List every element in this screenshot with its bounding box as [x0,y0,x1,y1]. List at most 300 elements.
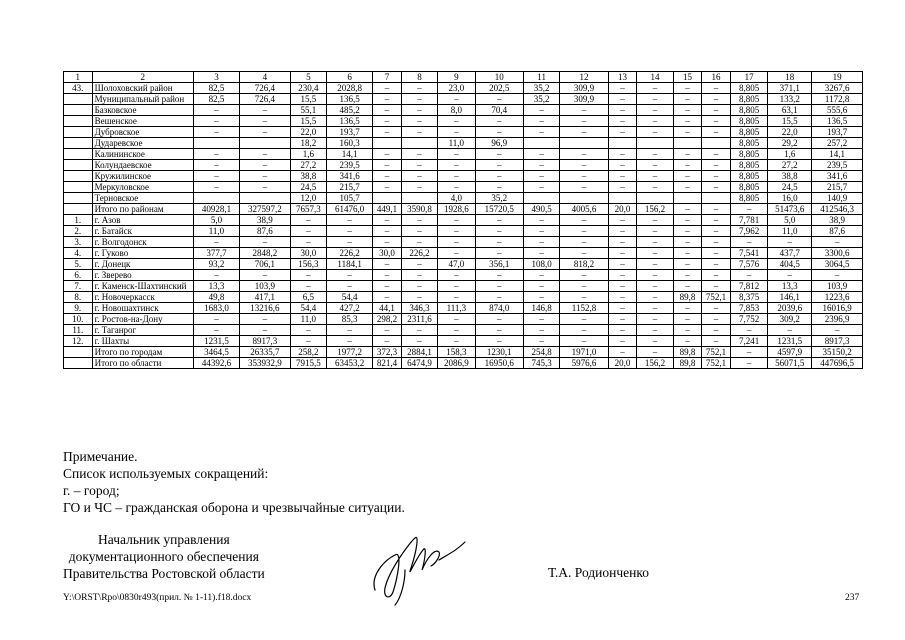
table-cell: 2086,9 [438,358,475,369]
table-cell: – [438,237,475,248]
table-cell: – [240,237,291,248]
table-cell: – [438,116,475,127]
table-cell: 51473,6 [768,204,812,215]
header-cell: 9 [438,72,475,83]
table-cell: – [730,347,767,358]
table-cell [64,347,93,358]
table-cell: 874,0 [475,303,523,314]
table-cell: 1977,2 [327,347,373,358]
row-name-cell: г. Новошахтинск [92,303,193,314]
table-cell: 24,5 [290,182,326,193]
table-cell: – [812,237,863,248]
table-cell: – [401,149,437,160]
table-cell: – [702,127,731,138]
header-cell: 16 [702,72,731,83]
table-cell: – [523,281,559,292]
table-cell: – [475,292,523,303]
table-cell: – [327,237,373,248]
table-cell: – [608,160,637,171]
row-name-cell: г. Батайск [92,226,193,237]
table-cell: 35,2 [523,94,559,105]
table-cell: – [373,94,402,105]
table-cell: – [327,270,373,281]
table-cell: – [560,281,608,292]
table-cell: – [560,325,608,336]
table-cell: – [475,94,523,105]
table-cell: 103,9 [240,281,291,292]
table-cell: 3. [64,237,93,248]
table-cell: 4. [64,248,93,259]
table-cell: 447696,5 [812,358,863,369]
table-cell: – [560,248,608,259]
table-cell: – [290,237,326,248]
table-cell: 1683,0 [193,303,239,314]
table-cell: 27,2 [290,160,326,171]
header-cell: 13 [608,72,637,83]
table-cell: 1184,1 [327,259,373,270]
table-cell: – [475,226,523,237]
table-cell: 15,5 [768,116,812,127]
table-cell: 1223,6 [812,292,863,303]
table-cell: – [373,105,402,116]
table-cell: 309,2 [768,314,812,325]
table-cell: – [608,215,637,226]
table-cell: 82,5 [193,83,239,94]
table-cell: 5976,6 [560,358,608,369]
table-cell: 8917,3 [240,336,291,347]
row-name-cell: Калининское [92,149,193,160]
table-cell: – [523,270,559,281]
table-cell: 44392,6 [193,358,239,369]
table-cell: – [702,270,731,281]
row-name-cell: г. Волгодонск [92,237,193,248]
table-cell: 353932,9 [240,358,291,369]
table-cell: – [702,116,731,127]
table-cell: – [240,325,291,336]
table-cell: 93,2 [193,259,239,270]
table-cell: 103,9 [812,281,863,292]
header-cell: 11 [523,72,559,83]
table-cell: 27,2 [768,160,812,171]
table-cell: 8,805 [730,149,767,160]
table-cell: – [401,127,437,138]
table-cell: 2396,9 [812,314,863,325]
table-cell: – [673,182,702,193]
table-cell: – [608,182,637,193]
table-cell [64,193,93,204]
table-cell: 202,5 [475,83,523,94]
table-cell: 1231,5 [768,336,812,347]
table-cell: – [768,325,812,336]
table-cell: 371,1 [768,83,812,94]
table-row [64,347,863,358]
table-cell: – [702,237,731,248]
table-cell [637,193,673,204]
table-cell: – [240,105,291,116]
table-cell: 136,5 [812,116,863,127]
table-cell: – [673,270,702,281]
header-cell: 17 [730,72,767,83]
table-cell: 22,0 [290,127,326,138]
table-cell: – [702,160,731,171]
table-cell: – [673,226,702,237]
table-row [64,193,863,204]
table-cell: 26335,7 [240,347,291,358]
table-cell: – [373,171,402,182]
table-cell: 4005,6 [560,204,608,215]
row-name-cell: Колундаевское [92,160,193,171]
table-cell: – [637,182,673,193]
table-cell: – [608,171,637,182]
table-cell [560,138,608,149]
table-cell: – [608,116,637,127]
table-cell: – [812,270,863,281]
table-cell: 1928,6 [438,204,475,215]
table-cell: – [475,314,523,325]
table-cell: – [373,83,402,94]
table-cell: – [373,182,402,193]
table-cell: 70,4 [475,105,523,116]
table-cell: – [523,149,559,160]
table-cell: 11,0 [193,226,239,237]
table-cell: – [673,314,702,325]
table-cell: – [523,292,559,303]
table-cell [673,138,702,149]
table-cell: – [523,248,559,259]
table-cell: 239,5 [812,160,863,171]
row-name-cell: Итого по городам [92,347,193,358]
table-cell: 13,3 [193,281,239,292]
table-cell: – [608,94,637,105]
table-cell: – [702,171,731,182]
table-cell: 193,7 [812,127,863,138]
table-cell: – [560,226,608,237]
table-cell: 2311,6 [401,314,437,325]
table-cell: 8,805 [730,138,767,149]
table-cell: – [373,149,402,160]
table-cell: 87,6 [240,226,291,237]
table-row [64,358,863,369]
table-cell: – [373,226,402,237]
table-cell: – [702,182,731,193]
table-cell: 5,0 [768,215,812,226]
table-cell: 8,0 [438,105,475,116]
table-cell: 146,8 [523,303,559,314]
table-cell: 193,7 [327,127,373,138]
table-cell: 3267,6 [812,83,863,94]
table-cell: – [673,303,702,314]
table-cell: – [193,237,239,248]
table-cell [523,138,559,149]
table-cell: – [401,292,437,303]
table-row [64,182,863,193]
handwritten-signature [365,520,475,610]
row-name-cell: Итого по области [92,358,193,369]
table-cell: 38,8 [290,171,326,182]
table-cell: 38,8 [768,171,812,182]
table-cell: – [240,127,291,138]
table-cell: 23,0 [438,83,475,94]
table-cell: 11,0 [290,314,326,325]
table-cell: – [438,226,475,237]
table-cell: 1152,8 [560,303,608,314]
table-row [64,270,863,281]
table-cell: 818,2 [560,259,608,270]
table-cell: – [673,116,702,127]
table-row [64,336,863,347]
table-cell: – [702,248,731,259]
table-cell: – [637,215,673,226]
table-cell: 821,4 [373,358,402,369]
table-cell: 13,3 [768,281,812,292]
table-cell: 13216,6 [240,303,291,314]
table-cell: – [673,325,702,336]
table-cell: 89,8 [673,292,702,303]
table-cell: – [608,127,637,138]
table-cell: 16016,9 [812,303,863,314]
table-cell: 706,1 [240,259,291,270]
signatory-name: Т.А. Родионченко [548,565,649,580]
table-cell: 111,3 [438,303,475,314]
table-cell: – [560,215,608,226]
table-cell [64,94,93,105]
table-cell [373,138,402,149]
table-cell: – [637,314,673,325]
table-cell: 15,5 [290,116,326,127]
table-cell: – [193,314,239,325]
notes-abbrev-title: Список используемых сокращений: [63,466,269,481]
table-cell: – [438,325,475,336]
table-cell: – [702,325,731,336]
table-cell: – [702,94,731,105]
table-row [64,171,863,182]
table-cell: 5,0 [193,215,239,226]
table-cell: – [193,182,239,193]
table-cell: 3064,5 [812,259,863,270]
row-name-cell: г. Гуково [92,248,193,259]
table-cell: 3300,6 [812,248,863,259]
table-cell: – [673,259,702,270]
table-cell: 160,3 [327,138,373,149]
table-cell: 18,2 [290,138,326,149]
table-cell: – [290,325,326,336]
table-cell: – [608,83,637,94]
table-cell: 108,0 [523,259,559,270]
table-cell: – [523,182,559,193]
table-row [64,215,863,226]
table-cell: 89,8 [673,358,702,369]
table-cell: – [401,325,437,336]
row-name-cell: Дубровское [92,127,193,138]
table-cell [673,193,702,204]
table-cell: 1971,0 [560,347,608,358]
table-cell [64,138,93,149]
table-cell: – [812,325,863,336]
table-cell: – [673,215,702,226]
table-cell: 20,0 [608,204,637,215]
table-row [64,292,863,303]
table-cell: 7,781 [730,215,767,226]
table-cell: 14,1 [327,149,373,160]
table-cell: – [608,281,637,292]
table-cell: 309,9 [560,94,608,105]
table-cell: – [702,83,731,94]
row-name-cell: г. Ростов-на-Дону [92,314,193,325]
table-cell [560,193,608,204]
table-cell: 8,805 [730,182,767,193]
table-cell: – [730,325,767,336]
table-cell: 54,4 [290,303,326,314]
table-cell: – [475,281,523,292]
table-row [64,259,863,270]
table-cell [608,193,637,204]
table-cell: 226,2 [327,248,373,259]
table-cell: 4,0 [438,193,475,204]
table-cell: – [560,336,608,347]
table-cell: – [240,116,291,127]
notes-abbrev-city: г. – город; [63,483,120,498]
row-name-cell: Терновское [92,193,193,204]
table-cell: – [373,160,402,171]
table-cell: – [290,226,326,237]
table-cell: 752,1 [702,292,731,303]
table-cell: – [373,270,402,281]
table-cell: 22,0 [768,127,812,138]
table-cell: – [438,160,475,171]
table-cell: – [608,237,637,248]
table-cell: 30,0 [290,248,326,259]
footer-file-path: Y:\ORST\Rpo\0830r493(прил. № 1-11).f18.docx [63,593,252,603]
table-cell: 35,2 [475,193,523,204]
table-cell: 85,3 [327,314,373,325]
table-cell: 8,805 [730,116,767,127]
table-cell: – [560,105,608,116]
table-cell: – [702,314,731,325]
table-cell: 29,2 [768,138,812,149]
table-cell: 230,4 [290,83,326,94]
table-cell: – [637,160,673,171]
table-cell: – [193,171,239,182]
table-cell: 8. [64,292,93,303]
table-cell [702,138,731,149]
table-cell: – [768,237,812,248]
table-row [64,314,863,325]
table-cell: 327597,2 [240,204,291,215]
table-cell [64,105,93,116]
header-cell: 14 [637,72,673,83]
table-cell: 11,0 [438,138,475,149]
row-name-cell: Шолоховский район [92,83,193,94]
header-cell: 19 [812,72,863,83]
table-cell: – [637,259,673,270]
table-cell: 12. [64,336,93,347]
table-cell: 239,5 [327,160,373,171]
table-cell [64,358,93,369]
table-cell [608,138,637,149]
row-name-cell: г. Зверево [92,270,193,281]
table-cell: 7,853 [730,303,767,314]
table-cell: – [193,160,239,171]
table-cell: 20,0 [608,358,637,369]
table-cell: – [637,292,673,303]
table-row [64,149,863,160]
table-cell [64,204,93,215]
table-cell: 9. [64,303,93,314]
table-cell: 377,7 [193,248,239,259]
table-cell: 490,5 [523,204,559,215]
table-cell: 63453,2 [327,358,373,369]
table-cell: 105,7 [327,193,373,204]
table-cell: – [475,171,523,182]
table-cell [64,182,93,193]
table-cell: – [327,215,373,226]
table-cell: 7,541 [730,248,767,259]
table-cell: – [608,149,637,160]
table-cell [193,193,239,204]
table-cell [64,171,93,182]
table-cell: – [373,116,402,127]
table-cell: – [702,149,731,160]
table-cell: – [438,149,475,160]
table-cell [401,138,437,149]
table-cell: 8,805 [730,171,767,182]
table-cell: – [673,171,702,182]
header-cell: 18 [768,72,812,83]
table-cell: 89,8 [673,347,702,358]
table-cell: 133,2 [768,94,812,105]
table-cell: 215,7 [812,182,863,193]
table-cell: 309,9 [560,83,608,94]
table-cell: 2039,6 [768,303,812,314]
row-name-cell: Вешенское [92,116,193,127]
table-cell: – [702,204,731,215]
table-cell: 726,4 [240,94,291,105]
table-cell: – [401,215,437,226]
table-cell: 11. [64,325,93,336]
table-cell: – [702,215,731,226]
table-cell: – [438,292,475,303]
table-cell: – [401,160,437,171]
table-cell: – [401,116,437,127]
header-cell: 12 [560,72,608,83]
header-cell: 4 [240,72,291,83]
table-cell: 8,805 [730,83,767,94]
table-cell: 16,0 [768,193,812,204]
table-cell: 7,752 [730,314,767,325]
table-cell: 726,4 [240,83,291,94]
signatory-title-line-2: документационного обеспечения [68,549,259,564]
table-cell: 38,9 [240,215,291,226]
table-cell: – [637,226,673,237]
table-cell [193,138,239,149]
table-cell: 11,0 [768,226,812,237]
table-cell: 8,375 [730,292,767,303]
row-name-cell: г. Новочеркасск [92,292,193,303]
table-cell: 1,6 [290,149,326,160]
table-cell: 258,2 [290,347,326,358]
table-cell: 412546,3 [812,204,863,215]
table-cell: – [608,270,637,281]
table-cell: – [475,127,523,138]
table-cell [702,193,731,204]
table-cell: 54,4 [327,292,373,303]
table-cell: – [401,336,437,347]
table-row [64,105,863,116]
table-cell: – [240,314,291,325]
table-cell: – [560,270,608,281]
table-cell: – [637,83,673,94]
table-cell: 158,3 [438,347,475,358]
